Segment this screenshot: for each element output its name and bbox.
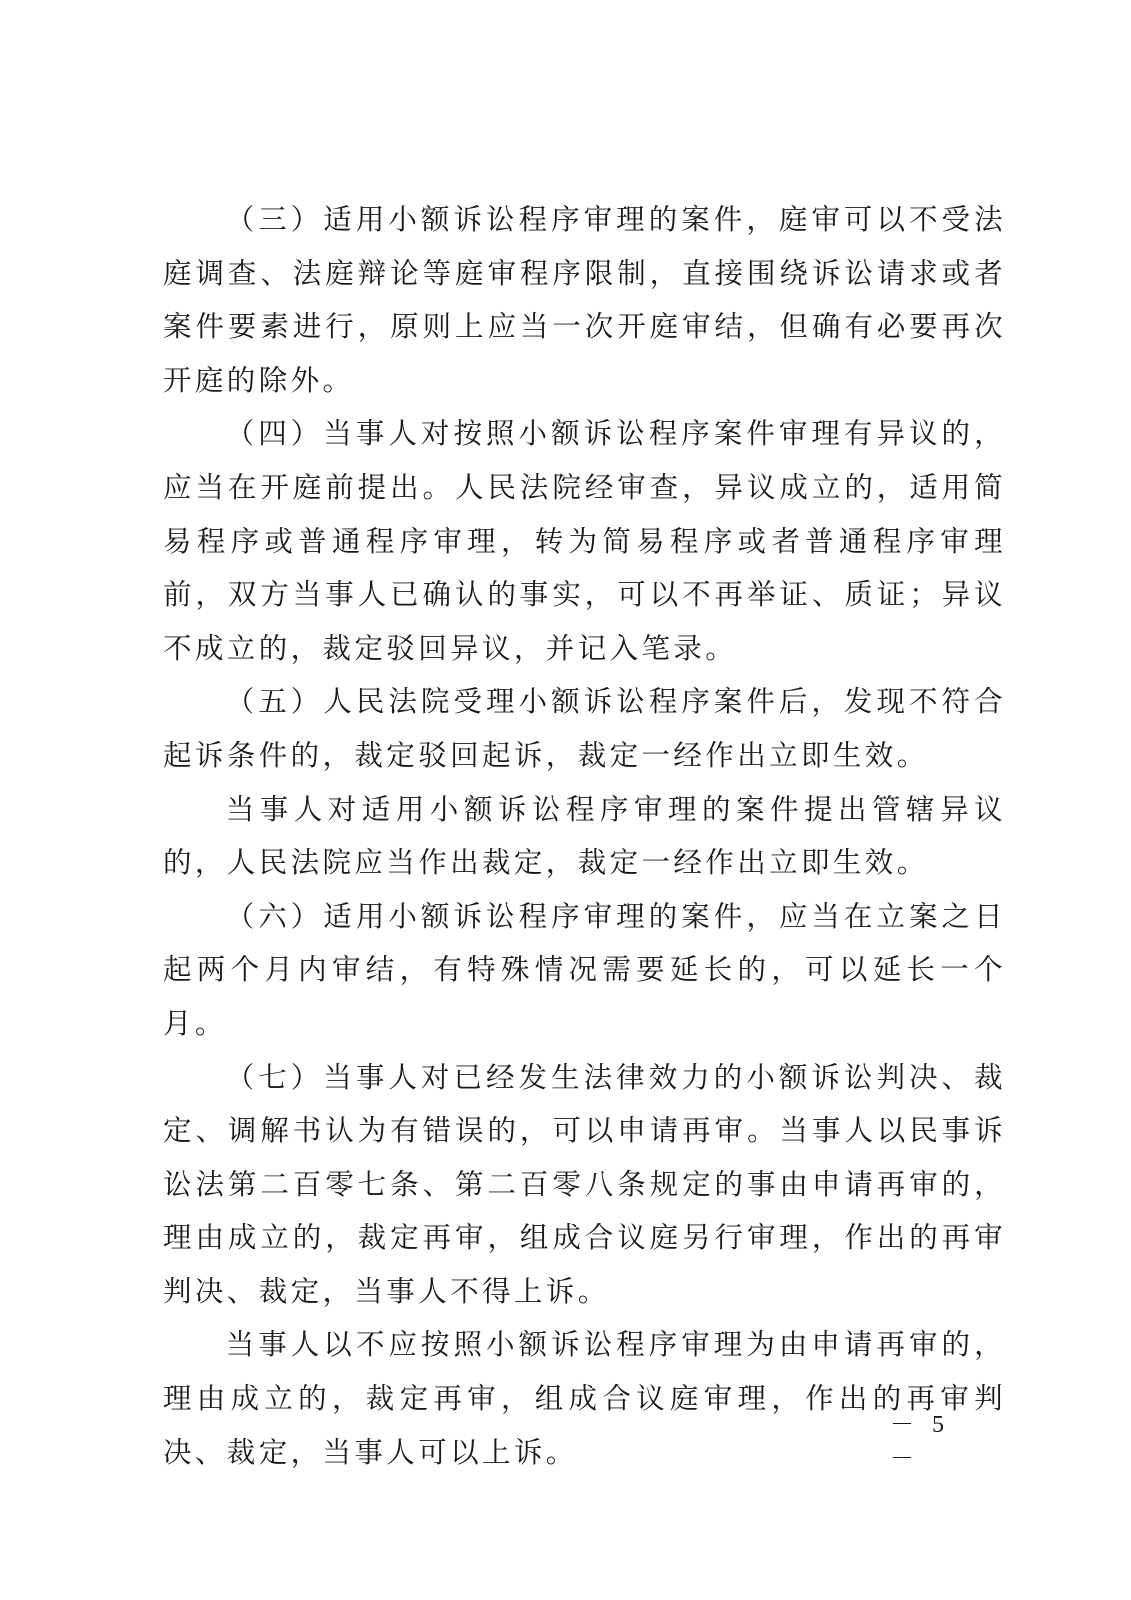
paragraph-5: （五）人民法院受理小额诉讼程序案件后，发现不符合起诉条件的，裁定驳回起诉，裁定一经作出立即生效。: [163, 685, 1006, 772]
paragraph-6: （六）适用小额诉讼程序审理的案件，应当在立案之日起两个月内审结，有特殊情况需要延长的，可以延长一个月。: [163, 899, 1006, 1040]
paragraph-3: （三）适用小额诉讼程序审理的案件，庭审可以不受法庭调查、法庭辩论等庭审程序限制，直接围绕诉讼请求或者案件要素进行，原则上应当一次开庭审结，但确有必要再次开庭的除外。: [163, 203, 1006, 397]
paragraph-4: （四）当事人对按照小额诉讼程序案件审理有异议的，应当在开庭前提出。人民法院经审查，异议成立的，适用简易程序或普通程序审理，转为简易程序或者普通程序审理前，双方当事人已确认的事实，可以不再举证、质证；异议不成立的，裁定驳回异议，并记入笔录。: [163, 417, 1006, 665]
paragraph-5-jurisdiction: 当事人对适用小额诉讼程序审理的案件提出管辖异议的，人民法院应当作出裁定，裁定一经作出立即生效。: [163, 792, 1006, 880]
document-body: [163, 193, 1006, 1479]
paragraph-7-retrial: 当事人以不应按照小额诉讼程序审理为由申请再审的，理由成立的，裁定再审，组成合议庭审理，作出的再审判决、裁定，当事人可以上诉。: [163, 1328, 1006, 1469]
paragraph-7: （七）当事人对已经发生法律效力的小额诉讼判决、裁定、调解书认为有错误的，可以申请再审。当事人以民事诉讼法第二百零七条、第二百零八条规定的事由申请再审的，理由成立的，裁定再审，组成合议庭另行审理，作出的再审判决、裁定，当事人不得上诉。: [163, 1060, 1006, 1308]
page-number: － 5 －: [890, 1412, 950, 1472]
